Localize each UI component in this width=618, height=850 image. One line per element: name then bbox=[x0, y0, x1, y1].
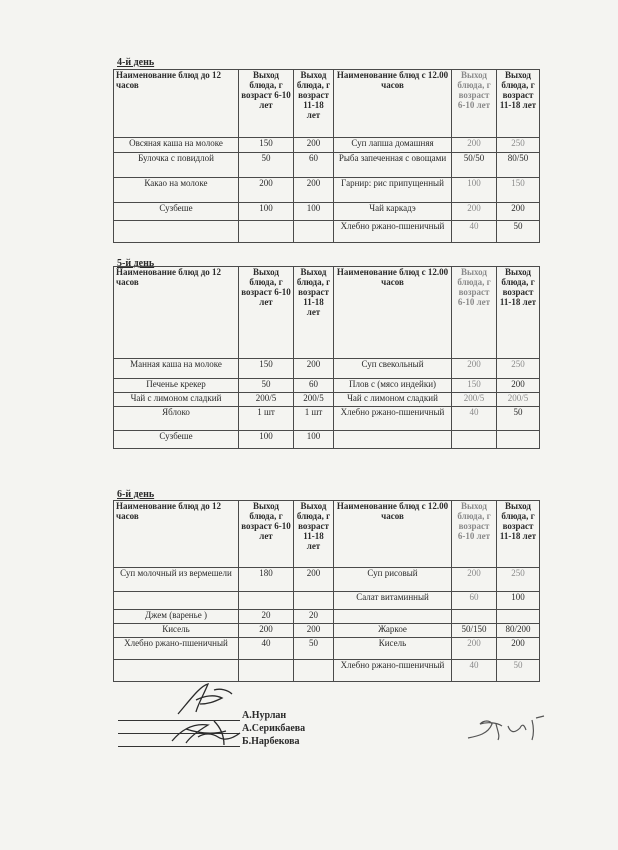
yield-young: 40 bbox=[452, 660, 497, 682]
yield-old: 80/50 bbox=[497, 153, 540, 178]
table-row bbox=[114, 203, 540, 221]
table-row bbox=[114, 153, 540, 178]
dish-before bbox=[114, 592, 239, 610]
yield-young bbox=[239, 660, 294, 682]
header-yield-old: Выход блюда, г возраст 11-18 лет bbox=[294, 267, 334, 359]
header-yield-young: Выход блюда, г возраст 6-10 лет bbox=[239, 70, 294, 138]
header-yield-young: Выход блюда, г возраст 6-10 лет bbox=[452, 501, 497, 568]
header-yield-old: Выход блюда, г возраст 11-18 лет bbox=[497, 267, 540, 359]
dish-before: Какао на молоке bbox=[114, 178, 239, 203]
dish-after: Гарнир: рис припущенный bbox=[334, 178, 452, 203]
yield-young: 200 bbox=[452, 568, 497, 592]
dish-after bbox=[334, 610, 452, 624]
yield-old: 250 bbox=[497, 568, 540, 592]
yield-old bbox=[294, 221, 334, 243]
dish-after: Хлебно ржано-пшеничный bbox=[334, 221, 452, 243]
yield-old: 60 bbox=[294, 379, 334, 393]
yield-young: 50/150 bbox=[452, 624, 497, 638]
dish-after: Плов с (мясо индейки) bbox=[334, 379, 452, 393]
yield-young: 40 bbox=[239, 638, 294, 660]
yield-young: 50 bbox=[239, 379, 294, 393]
header-yield-old: Выход блюда, г возраст 11-18 лет bbox=[294, 501, 334, 568]
table-row bbox=[114, 431, 540, 449]
yield-young bbox=[239, 592, 294, 610]
yield-young: 100 bbox=[452, 178, 497, 203]
yield-old: 80/200 bbox=[497, 624, 540, 638]
yield-young: 200 bbox=[452, 138, 497, 153]
yield-young: 150 bbox=[452, 379, 497, 393]
dish-before: Кисель bbox=[114, 624, 239, 638]
yield-young: 50/50 bbox=[452, 153, 497, 178]
dish-after: Суп свекольный bbox=[334, 359, 452, 379]
yield-old: 200 bbox=[497, 638, 540, 660]
table-row bbox=[114, 393, 540, 407]
yield-old: 200 bbox=[294, 138, 334, 153]
yield-old: 50 bbox=[497, 660, 540, 682]
yield-old: 100 bbox=[294, 203, 334, 221]
yield-young: 50 bbox=[239, 153, 294, 178]
header-yield-old: Выход блюда, г возраст 11-18 лет bbox=[497, 70, 540, 138]
header-lunch-before: Наименование блюд до 12 часов bbox=[114, 267, 239, 359]
yield-old: 200 bbox=[497, 379, 540, 393]
header-yield-young: Выход блюда, г возраст 6-10 лет bbox=[239, 501, 294, 568]
header-yield-young: Выход блюда, г возраст 6-10 лет bbox=[239, 267, 294, 359]
yield-young: 150 bbox=[239, 138, 294, 153]
table-row bbox=[114, 379, 540, 393]
table-row bbox=[114, 178, 540, 203]
table-row bbox=[114, 407, 540, 431]
signatory-name: А.Нурлан bbox=[242, 710, 287, 721]
dish-before: Булочка с повидлой bbox=[114, 153, 239, 178]
yield-young bbox=[452, 431, 497, 449]
header-yield-young: Выход блюда, г возраст 6-10 лет bbox=[452, 267, 497, 359]
day-6-title: 6-й день bbox=[117, 489, 155, 500]
day-4-title: 4-й день bbox=[117, 57, 155, 68]
header-lunch-after: Наименование блюд с 12.00 часов bbox=[334, 267, 452, 359]
header-yield-old: Выход блюда, г возраст 11-18 лет bbox=[497, 501, 540, 568]
header-lunch-after: Наименование блюд с 12.00 часов bbox=[334, 70, 452, 138]
yield-young: 100 bbox=[239, 431, 294, 449]
yield-old: 100 bbox=[497, 592, 540, 610]
yield-old: 60 bbox=[294, 153, 334, 178]
dish-after: Рыба запеченная с овощами bbox=[334, 153, 452, 178]
dish-before: Хлебно ржано-пшеничный bbox=[114, 638, 239, 660]
handwritten-signature-icon bbox=[462, 712, 552, 744]
day-5-table bbox=[113, 266, 540, 449]
yield-young: 200 bbox=[452, 359, 497, 379]
yield-old: 1 шт bbox=[294, 407, 334, 431]
yield-old: 50 bbox=[497, 221, 540, 243]
table-row bbox=[114, 568, 540, 592]
yield-old: 200 bbox=[294, 359, 334, 379]
dish-after: Кисель bbox=[334, 638, 452, 660]
header-lunch-after: Наименование блюд с 12.00 часов bbox=[334, 501, 452, 568]
yield-young: 200/5 bbox=[239, 393, 294, 407]
dish-after: Хлебно ржано-пшеничный bbox=[334, 660, 452, 682]
header-lunch-before: Наименование блюд до 12 часов bbox=[114, 70, 239, 138]
yield-old bbox=[497, 610, 540, 624]
handwritten-signature-icon bbox=[168, 715, 248, 749]
dish-after: Салат витаминный bbox=[334, 592, 452, 610]
yield-old: 150 bbox=[497, 178, 540, 203]
table-row bbox=[114, 638, 540, 660]
table-row bbox=[114, 138, 540, 153]
yield-old bbox=[294, 660, 334, 682]
dish-after: Хлебно ржано-пшеничный bbox=[334, 407, 452, 431]
yield-young: 200 bbox=[452, 203, 497, 221]
day-6-table bbox=[113, 500, 540, 682]
yield-young: 40 bbox=[452, 407, 497, 431]
dish-before: Печенье крекер bbox=[114, 379, 239, 393]
dish-after bbox=[334, 431, 452, 449]
header-yield-young: Выход блюда, г возраст 6-10 лет bbox=[452, 70, 497, 138]
yield-old: 200 bbox=[294, 624, 334, 638]
yield-young: 180 bbox=[239, 568, 294, 592]
dish-after: Чай с лимоном сладкий bbox=[334, 393, 452, 407]
table-row bbox=[114, 221, 540, 243]
yield-old: 50 bbox=[294, 638, 334, 660]
yield-young: 150 bbox=[239, 359, 294, 379]
dish-after: Чай каркадэ bbox=[334, 203, 452, 221]
yield-young: 100 bbox=[239, 203, 294, 221]
yield-old: 200/5 bbox=[294, 393, 334, 407]
yield-old: 200 bbox=[294, 178, 334, 203]
dish-before: Чай с лимоном сладкий bbox=[114, 393, 239, 407]
header-lunch-before: Наименование блюд до 12 часов bbox=[114, 501, 239, 568]
yield-young: 200 bbox=[452, 638, 497, 660]
signatory-name: Б.Нарбекова bbox=[242, 736, 300, 747]
yield-old: 200 bbox=[294, 568, 334, 592]
table-row bbox=[114, 624, 540, 638]
yield-young bbox=[452, 610, 497, 624]
yield-young: 1 шт bbox=[239, 407, 294, 431]
yield-old: 250 bbox=[497, 359, 540, 379]
header-yield-old: Выход блюда, г возраст 11-18 лет bbox=[294, 70, 334, 138]
yield-old: 200 bbox=[497, 203, 540, 221]
yield-old: 200/5 bbox=[497, 393, 540, 407]
yield-old: 20 bbox=[294, 610, 334, 624]
table-row bbox=[114, 359, 540, 379]
yield-old bbox=[497, 431, 540, 449]
dish-before: Манная каша на молоке bbox=[114, 359, 239, 379]
table-row bbox=[114, 610, 540, 624]
dish-before: Сузбеше bbox=[114, 203, 239, 221]
yield-young: 200 bbox=[239, 178, 294, 203]
table-row bbox=[114, 660, 540, 682]
yield-old: 50 bbox=[497, 407, 540, 431]
yield-young: 200/5 bbox=[452, 393, 497, 407]
dish-before: Суп молочный из вермешели bbox=[114, 568, 239, 592]
handwritten-signature-icon bbox=[170, 680, 240, 718]
yield-old: 250 bbox=[497, 138, 540, 153]
yield-young: 20 bbox=[239, 610, 294, 624]
table-row bbox=[114, 592, 540, 610]
yield-young: 40 bbox=[452, 221, 497, 243]
signatory-name: А.Серикбаева bbox=[242, 723, 306, 734]
dish-after: Суп рисовый bbox=[334, 568, 452, 592]
yield-young: 200 bbox=[239, 624, 294, 638]
dish-before: Сузбеше bbox=[114, 431, 239, 449]
dish-before bbox=[114, 660, 239, 682]
day-5-title: 5-й день bbox=[117, 258, 155, 269]
dish-before: Джем (варенье ) bbox=[114, 610, 239, 624]
day-4-table bbox=[113, 69, 540, 243]
dish-before bbox=[114, 221, 239, 243]
dish-after: Жаркое bbox=[334, 624, 452, 638]
yield-young bbox=[239, 221, 294, 243]
dish-after: Суп лапша домашняя bbox=[334, 138, 452, 153]
yield-young: 60 bbox=[452, 592, 497, 610]
yield-old bbox=[294, 592, 334, 610]
dish-before: Овсяная каша на молоке bbox=[114, 138, 239, 153]
dish-before: Яблоко bbox=[114, 407, 239, 431]
yield-old: 100 bbox=[294, 431, 334, 449]
